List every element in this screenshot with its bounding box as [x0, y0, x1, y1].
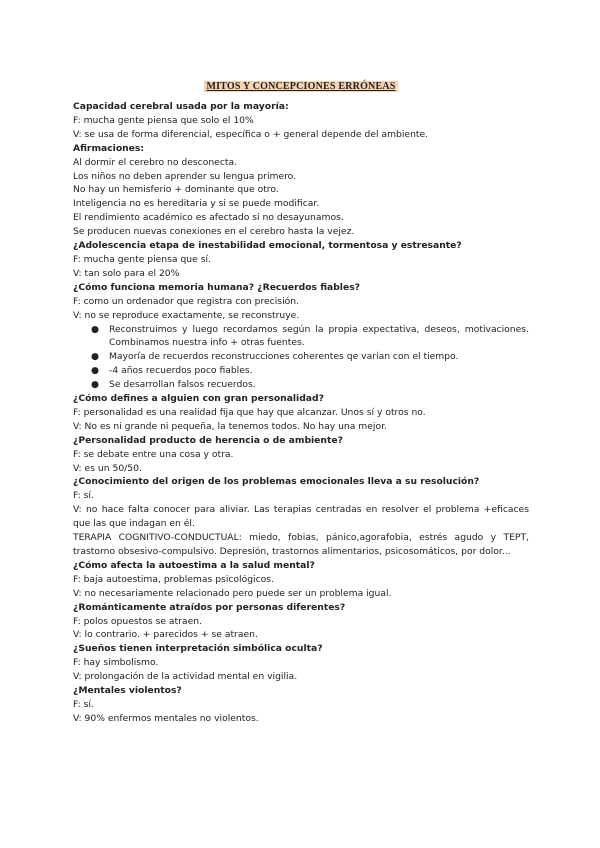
section-heading: Capacidad cerebral usada por la mayoría: — [73, 101, 289, 112]
bullet-icon: ● — [91, 365, 100, 377]
text-line: F: baja autoestima, problemas psicológicos. — [73, 573, 274, 585]
section-self-esteem — [73, 559, 529, 601]
section-heading: ¿Cómo afecta la autoestima a la salud mental? — [73, 559, 315, 571]
section-brain-capacity — [73, 100, 529, 142]
text-line: V: 90% enfermos mentales no violentos. — [73, 712, 259, 724]
bullet-item — [73, 350, 529, 364]
text-line: V: es un 50/50. — [73, 462, 142, 474]
text-line: F: polos opuestos se atraen. — [73, 615, 202, 627]
text-line: V: prolongación de la actividad mental en vigilia. — [73, 671, 298, 683]
text-line: Los niños no deben aprender su lengua primero. — [73, 170, 297, 182]
section-heading: ¿Cómo funciona memoria humana? ¿Recuerdos fiables? — [73, 281, 360, 293]
bullet-item — [73, 323, 529, 351]
section-attraction — [73, 601, 529, 643]
text-line: El rendimiento académico es afectado si no desayunamos. — [73, 212, 344, 224]
bullet-text: -4 años recuerdos poco fiables. — [109, 365, 253, 377]
text-line: F: se debate entre una cosa y otra. — [73, 448, 234, 460]
section-adolescence — [73, 239, 529, 281]
text-line: Inteligencia no es hereditaria y si se puede modificar. — [73, 198, 320, 210]
text-line: F: como un ordenador que registra con precisión. — [73, 295, 299, 307]
text-line: F: sí. — [73, 490, 94, 502]
text-line: V: se usa de forma diferencial, específica o + general depende del ambiente. — [73, 128, 429, 140]
section-statements — [73, 142, 529, 239]
bullet-icon: ● — [91, 351, 100, 363]
section-violent-mentally-ill — [73, 684, 529, 726]
section-dreams — [73, 642, 529, 684]
text-line: F: mucha gente piensa que solo el 10% — [73, 114, 254, 126]
section-heading: ¿Mentales violentos? — [73, 685, 182, 697]
section-heredity — [73, 434, 529, 476]
bullet-list — [73, 323, 529, 393]
text-line: V: lo contrario. + parecidos + se atraen. — [73, 629, 258, 641]
text-line: F: hay simbolismo. — [73, 657, 159, 669]
text-line: V: No es ni grande ni pequeña, la tenemos todos. No hay una mejor. — [73, 420, 387, 432]
section-great-personality — [73, 392, 529, 434]
text-paragraph: V: no hace falta conocer para aliviar. Las terapias centradas en resolver el problema +eficaces que las que indagan en él. — [73, 504, 529, 530]
text-line: Al dormir el cerebro no desconecta. — [73, 156, 238, 168]
bullet-text: Se desarrollan falsos recuerdos. — [109, 379, 256, 391]
title-wrap — [73, 74, 529, 93]
text-line: F: sí. — [73, 698, 94, 710]
text-line: V: tan solo para el 20% — [73, 267, 180, 279]
text-line: F: personalidad es una realidad fija que hay que alcanzar. Unos sí y otros no. — [73, 406, 426, 418]
text-line: Se producen nuevas conexiones en el cerebro hasta la vejez. — [73, 226, 355, 238]
bullet-icon: ● — [91, 323, 100, 335]
section-memory — [73, 281, 529, 392]
section-heading: Afirmaciones: — [73, 142, 145, 154]
section-heading: ¿Adolescencia etapa de inestabilidad emocional, tormentosa y estresante? — [73, 240, 462, 252]
text-line: No hay un hemisferio + dominante que otro. — [73, 184, 279, 196]
text-line: F: mucha gente piensa que sí. — [73, 253, 211, 265]
document-body — [73, 100, 529, 726]
section-heading: ¿Personalidad producto de herencia o de ambiente? — [73, 434, 343, 446]
bullet-text: Mayoría de recuerdos reconstrucciones coherentes qe varían con el tiempo. — [109, 351, 459, 363]
document-title: MITOS Y CONCEPCIONES ERRÓNEAS — [206, 81, 396, 92]
bullet-item — [73, 378, 529, 392]
text-paragraph: TERAPIA COGNITIVO-CONDUCTUAL: miedo, fobias, pánico,agorafobia, estrés agudo y TEPT, trastorno obsesivo-compulsivo. Depresión, trastornos alimentarios, psicosomáticos, por dolor... — [73, 532, 529, 557]
section-heading: ¿Sueños tienen interpretación simbólica oculta? — [73, 643, 323, 655]
bullet-text: Reconstruimos y luego recordamos según la propia expectativa, deseos, motivaciones. Combinamos nuestra info + otras fuentes. — [109, 323, 529, 349]
bullet-icon: ● — [91, 379, 100, 391]
bullet-item — [73, 364, 529, 378]
section-heading: ¿Cómo defines a alguien con gran personalidad? — [73, 393, 324, 405]
section-emotional-problems — [73, 475, 529, 558]
text-line: V: no se reproduce exactamente, se reconstruye. — [73, 309, 300, 321]
section-heading: ¿Conocimiento del origen de los problemas emocionales lleva a su resolución? — [73, 476, 480, 488]
section-heading: ¿Románticamente atraídos por personas diferentes? — [73, 601, 346, 613]
text-line: V: no necesariamente relacionado pero puede ser un problema igual. — [73, 587, 392, 599]
